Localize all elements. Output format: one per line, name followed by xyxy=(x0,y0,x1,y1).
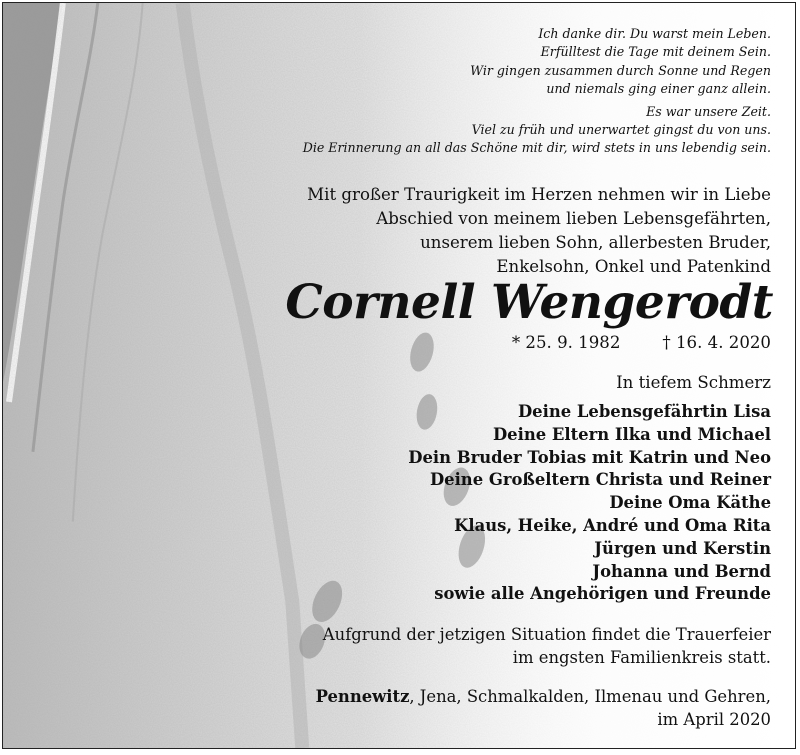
poem-line: Ich danke dir. Du warst mein Leben. xyxy=(538,26,771,41)
intro-line: Abschied von meinem lieben Lebensgefährten, xyxy=(376,209,771,228)
poem-line: Die Erinnerung an all das Schöne mit dir, wird stets in uns lebendig sein. xyxy=(302,140,771,156)
mourner: sowie alle Angehörigen und Freunde xyxy=(434,584,771,604)
poem-line: Erfülltest die Tage mit deinem Sein. xyxy=(540,44,771,60)
poem-line: Wir gingen zusammen durch Sonne und Regen xyxy=(470,62,771,78)
mourner: Deine Lebensgefährtin Lisa xyxy=(517,402,771,421)
birth-date: * 25. 9. 1982 xyxy=(511,333,621,352)
funeral-notice-line: Aufgrund der jetzigen Situation findet die Trauerfeier xyxy=(322,625,771,644)
place-line xyxy=(231,685,771,708)
mourner: Johanna und Bernd xyxy=(592,561,771,581)
life-dates xyxy=(512,333,771,352)
intro-line: Mit großer Traurigkeit im Herzen nehmen wir in Liebe xyxy=(307,185,771,204)
poem-line: Viel zu früh und unerwartet gingst du von uns. xyxy=(471,122,771,138)
poem-line: Es war unsere Zeit. xyxy=(646,103,771,119)
date-line: im April 2020 xyxy=(657,710,771,729)
obituary-notice xyxy=(2,2,796,749)
mourner: Jürgen und Kerstin xyxy=(594,538,771,558)
funeral-notice-line: im engsten Familienkreis statt. xyxy=(512,648,771,667)
mourner: Dein Bruder Tobias mit Katrin und Neo xyxy=(408,447,771,467)
mourner: Deine Eltern Ilka und Michael xyxy=(492,424,771,444)
poem xyxy=(211,25,771,158)
intro-text xyxy=(251,183,771,279)
poem-line: und niemals ging einer ganz allein. xyxy=(546,81,771,97)
mourners-list xyxy=(231,401,771,606)
deceased-name: Cornell Wengerodt xyxy=(285,275,773,330)
intro-line: Enkelsohn, Onkel und Patenkind xyxy=(496,257,771,276)
death-date: † 16. 4. 2020 xyxy=(662,333,771,352)
place-and-date xyxy=(231,685,771,731)
mourner: Deine Großeltern Christa und Reiner xyxy=(429,470,771,490)
mourner: Deine Oma Käthe xyxy=(609,493,771,513)
grief-line: In tiefem Schmerz xyxy=(616,373,771,392)
place-rest: , Jena, Schmalkalden, Ilmenau und Gehren, xyxy=(409,687,771,706)
intro-line: unserem lieben Sohn, allerbesten Bruder, xyxy=(420,233,771,252)
place-town: Pennewitz xyxy=(315,687,410,706)
funeral-notice xyxy=(251,623,771,669)
mourner: Klaus, Heike, André und Oma Rita xyxy=(454,515,771,535)
